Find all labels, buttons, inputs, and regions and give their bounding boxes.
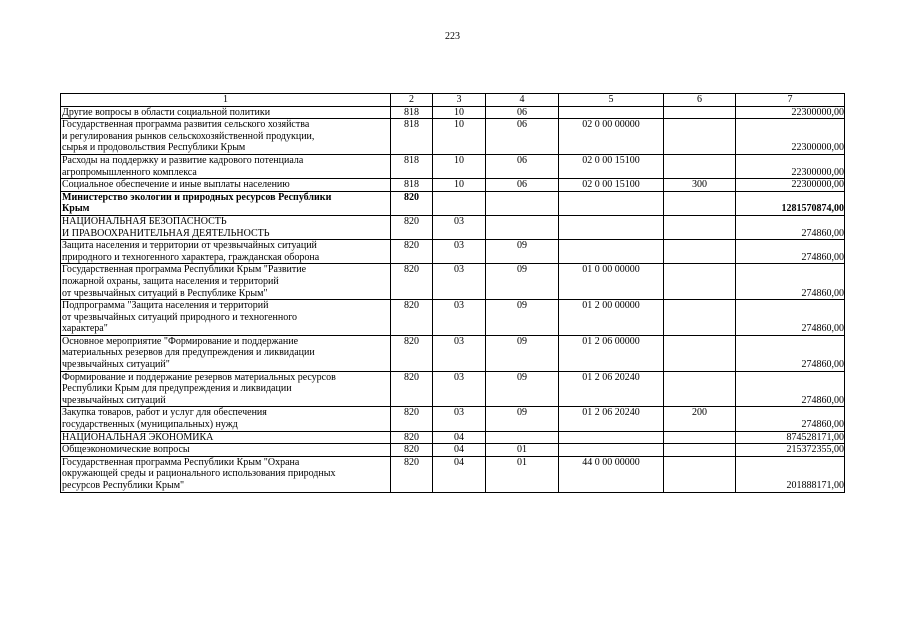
- row-section-cell: 10: [433, 106, 486, 119]
- row-target-code-cell: 01 2 06 00000: [559, 335, 664, 371]
- row-amount-cell: 274860,00: [736, 371, 845, 407]
- row-name-cell: Основное мероприятие "Формирование и поддержание материальных резервов для предупреждения и ликвидации чрезвычайных ситуаций": [61, 335, 391, 371]
- row-target-code-cell: 01 2 06 20240: [559, 371, 664, 407]
- row-gov-code-cell: 820: [391, 215, 433, 239]
- row-expense-type-cell: [664, 335, 736, 371]
- row-subsection-cell: 06: [486, 154, 559, 178]
- row-name-cell: Расходы на поддержку и развитие кадрового потенциала агропромышленного комплекса: [61, 154, 391, 178]
- table-row: [61, 371, 845, 407]
- row-amount-cell: 215372355,00: [736, 444, 845, 457]
- row-amount-cell: 22300000,00: [736, 179, 845, 192]
- column-header: 2: [391, 94, 433, 107]
- row-subsection-cell: 06: [486, 179, 559, 192]
- table-row: [61, 335, 845, 371]
- row-name-cell: Подпрограмма "Защита населения и территорий от чрезвычайных ситуаций природного и техногенного характера": [61, 300, 391, 336]
- row-target-code-cell: [559, 215, 664, 239]
- row-target-code-cell: 01 2 00 00000: [559, 300, 664, 336]
- row-name-cell: Государственная программа Республики Крым "Охрана окружающей среды и рационального использования природных ресурсов Республики Крым": [61, 456, 391, 492]
- row-expense-type-cell: [664, 106, 736, 119]
- table-row: [61, 264, 845, 300]
- row-target-code-cell: 02 0 00 15100: [559, 154, 664, 178]
- row-section-cell: 03: [433, 264, 486, 300]
- row-amount-cell: 274860,00: [736, 300, 845, 336]
- row-section-cell: 10: [433, 119, 486, 155]
- row-expense-type-cell: [664, 119, 736, 155]
- row-target-code-cell: [559, 444, 664, 457]
- row-name-cell: Формирование и поддержание резервов материальных ресурсов Республики Крым для предупреждения и ликвидации чрезвычайных ситуаций: [61, 371, 391, 407]
- row-subsection-cell: [486, 431, 559, 444]
- row-amount-cell: 22300000,00: [736, 106, 845, 119]
- row-expense-type-cell: [664, 215, 736, 239]
- row-name-cell: Другие вопросы в области социальной политики: [61, 106, 391, 119]
- row-amount-cell: 201888171,00: [736, 456, 845, 492]
- row-section-cell: 03: [433, 371, 486, 407]
- row-amount-cell: 274860,00: [736, 240, 845, 264]
- table-row: [61, 106, 845, 119]
- row-target-code-cell: 01 2 06 20240: [559, 407, 664, 431]
- row-name-cell: Государственная программа Республики Крым "Развитие пожарной охраны, защита населения и территорий от чрезвычайных ситуаций в Республике Крым": [61, 264, 391, 300]
- row-section-cell: 03: [433, 407, 486, 431]
- row-target-code-cell: 01 0 00 00000: [559, 264, 664, 300]
- table-row: [61, 444, 845, 457]
- row-expense-type-cell: [664, 431, 736, 444]
- row-subsection-cell: [486, 215, 559, 239]
- table-row: [61, 456, 845, 492]
- column-header: 6: [664, 94, 736, 107]
- row-amount-cell: 274860,00: [736, 215, 845, 239]
- row-gov-code-cell: 820: [391, 264, 433, 300]
- row-subsection-cell: 01: [486, 456, 559, 492]
- row-expense-type-cell: [664, 371, 736, 407]
- row-subsection-cell: 01: [486, 444, 559, 457]
- row-target-code-cell: [559, 106, 664, 119]
- row-expense-type-cell: [664, 300, 736, 336]
- column-header: 3: [433, 94, 486, 107]
- row-gov-code-cell: 818: [391, 154, 433, 178]
- table-header-row: [61, 94, 845, 107]
- row-amount-cell: 274860,00: [736, 335, 845, 371]
- row-gov-code-cell: 820: [391, 431, 433, 444]
- table-row: [61, 215, 845, 239]
- column-header: 5: [559, 94, 664, 107]
- row-amount-cell: 22300000,00: [736, 154, 845, 178]
- row-gov-code-cell: 820: [391, 300, 433, 336]
- row-section-cell: 03: [433, 300, 486, 336]
- row-section-cell: 03: [433, 335, 486, 371]
- row-subsection-cell: 09: [486, 335, 559, 371]
- row-expense-type-cell: [664, 191, 736, 215]
- row-gov-code-cell: 820: [391, 371, 433, 407]
- row-gov-code-cell: 820: [391, 240, 433, 264]
- row-target-code-cell: 02 0 00 15100: [559, 179, 664, 192]
- row-section-cell: 04: [433, 444, 486, 457]
- row-gov-code-cell: 820: [391, 456, 433, 492]
- table-row: [61, 300, 845, 336]
- row-subsection-cell: 09: [486, 240, 559, 264]
- row-expense-type-cell: [664, 456, 736, 492]
- row-expense-type-cell: [664, 154, 736, 178]
- row-name-cell: Общеэкономические вопросы: [61, 444, 391, 457]
- row-name-cell: Защита населения и территории от чрезвычайных ситуаций природного и техногенного характера, гражданская оборона: [61, 240, 391, 264]
- row-subsection-cell: 06: [486, 106, 559, 119]
- column-header: 4: [486, 94, 559, 107]
- row-name-cell: НАЦИОНАЛЬНАЯ БЕЗОПАСНОСТЬ И ПРАВООХРАНИТЕЛЬНАЯ ДЕЯТЕЛЬНОСТЬ: [61, 215, 391, 239]
- table-row: [61, 119, 845, 155]
- table-row: [61, 240, 845, 264]
- row-section-cell: 03: [433, 240, 486, 264]
- page-number: 223: [445, 31, 460, 42]
- row-target-code-cell: [559, 191, 664, 215]
- row-section-cell: 10: [433, 154, 486, 178]
- row-subsection-cell: 06: [486, 119, 559, 155]
- row-expense-type-cell: [664, 264, 736, 300]
- row-subsection-cell: 09: [486, 407, 559, 431]
- budget-table: [60, 93, 845, 493]
- row-section-cell: 10: [433, 179, 486, 192]
- column-header: 7: [736, 94, 845, 107]
- row-name-cell: НАЦИОНАЛЬНАЯ ЭКОНОМИКА: [61, 431, 391, 444]
- row-subsection-cell: [486, 191, 559, 215]
- column-header: 1: [61, 94, 391, 107]
- row-name-cell: Социальное обеспечение и иные выплаты населению: [61, 179, 391, 192]
- row-amount-cell: 274860,00: [736, 407, 845, 431]
- row-target-code-cell: 02 0 00 00000: [559, 119, 664, 155]
- row-gov-code-cell: 818: [391, 119, 433, 155]
- table-row: [61, 154, 845, 178]
- row-amount-cell: 22300000,00: [736, 119, 845, 155]
- row-subsection-cell: 09: [486, 371, 559, 407]
- row-name-cell: Государственная программа развития сельского хозяйства и регулирования рынков сельскохозяйственной продукции, сырья и продовольствия Республики Крым: [61, 119, 391, 155]
- row-gov-code-cell: 818: [391, 106, 433, 119]
- row-subsection-cell: 09: [486, 264, 559, 300]
- row-expense-type-cell: [664, 240, 736, 264]
- row-expense-type-cell: 200: [664, 407, 736, 431]
- row-section-cell: [433, 191, 486, 215]
- row-amount-cell: 1281570874,00: [736, 191, 845, 215]
- row-expense-type-cell: [664, 444, 736, 457]
- row-gov-code-cell: 820: [391, 335, 433, 371]
- row-amount-cell: 874528171,00: [736, 431, 845, 444]
- row-target-code-cell: 44 0 00 00000: [559, 456, 664, 492]
- row-expense-type-cell: 300: [664, 179, 736, 192]
- row-section-cell: 03: [433, 215, 486, 239]
- row-section-cell: 04: [433, 456, 486, 492]
- table-row: [61, 431, 845, 444]
- row-gov-code-cell: 818: [391, 179, 433, 192]
- row-gov-code-cell: 820: [391, 407, 433, 431]
- row-gov-code-cell: 820: [391, 191, 433, 215]
- row-name-cell: Закупка товаров, работ и услуг для обеспечения государственных (муниципальных) нужд: [61, 407, 391, 431]
- row-target-code-cell: [559, 431, 664, 444]
- row-amount-cell: 274860,00: [736, 264, 845, 300]
- row-name-cell: Министерство экологии и природных ресурсов Республики Крым: [61, 191, 391, 215]
- table-row: [61, 191, 845, 215]
- table-row: [61, 179, 845, 192]
- row-gov-code-cell: 820: [391, 444, 433, 457]
- row-subsection-cell: 09: [486, 300, 559, 336]
- row-section-cell: 04: [433, 431, 486, 444]
- row-target-code-cell: [559, 240, 664, 264]
- table-row: [61, 407, 845, 431]
